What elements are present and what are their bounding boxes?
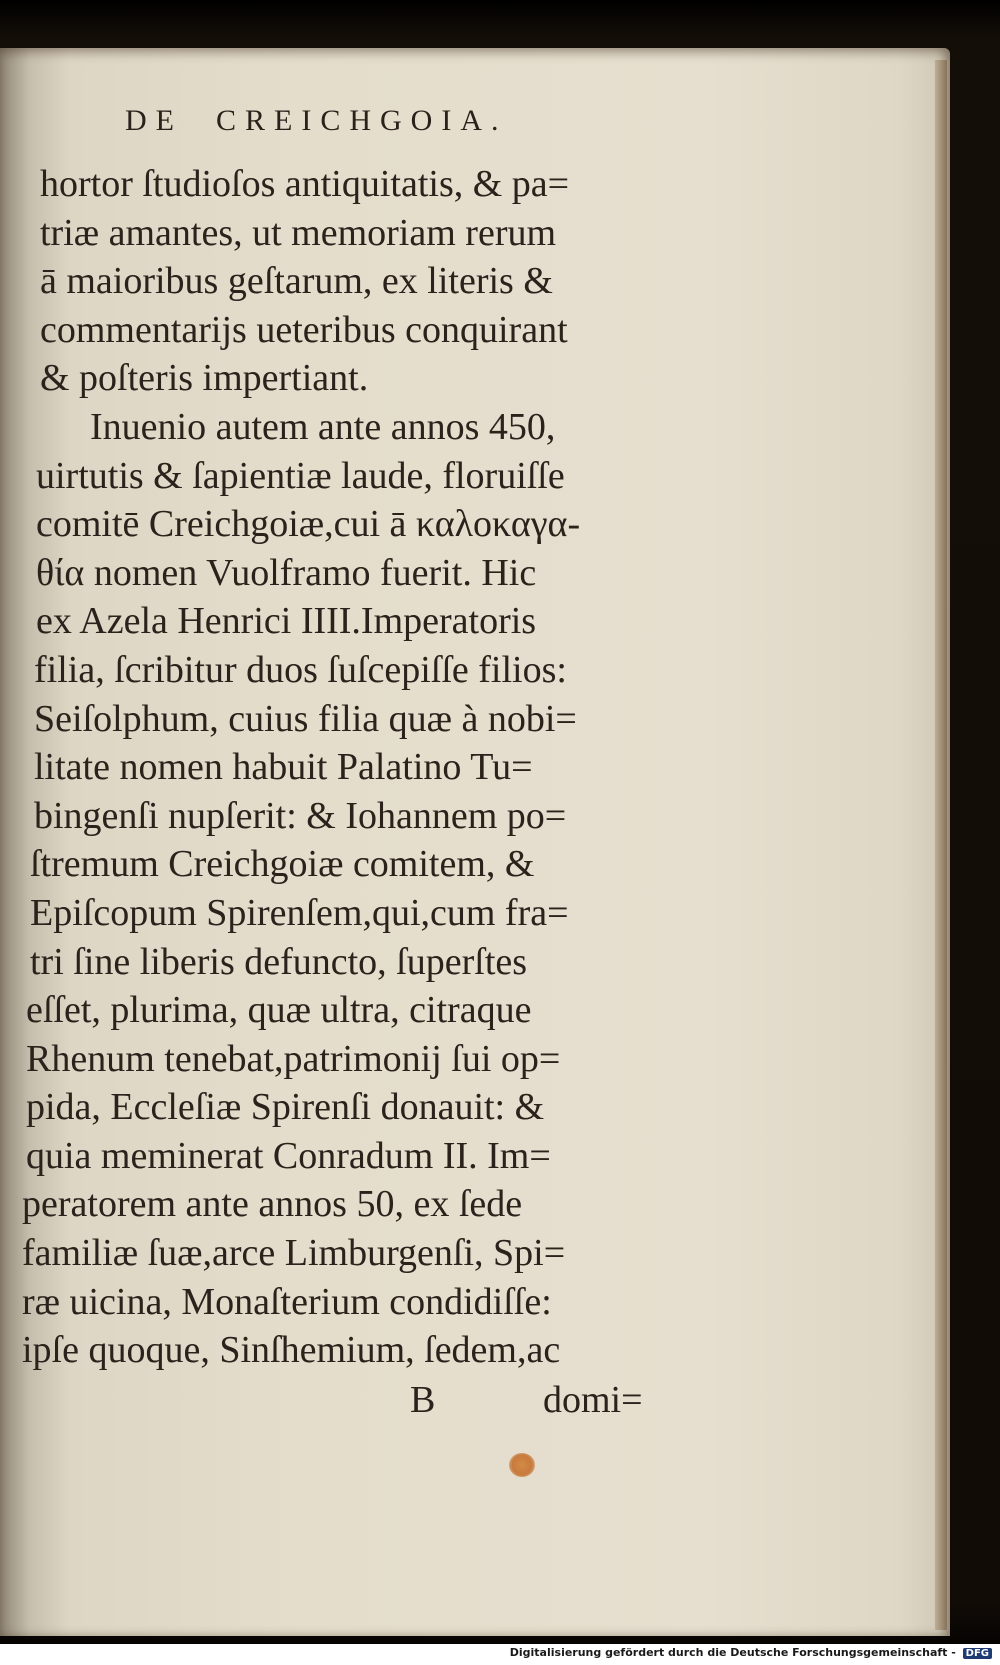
dfg-logo-icon: DFG bbox=[963, 1648, 992, 1659]
text-line: quia meminerat Conradum II. Im= bbox=[26, 1134, 551, 1177]
page-edge-shadow bbox=[935, 60, 947, 1630]
running-head: DE CREICHGOIA. bbox=[125, 104, 508, 137]
digitization-credit bbox=[510, 1646, 992, 1659]
text-line: familiæ ſuæ,arce Limburgenſi, Spi= bbox=[22, 1232, 566, 1275]
text-line: hortor ſtudioſos antiquitatis, & pa= bbox=[40, 163, 570, 205]
text-line: ſtremum Creichgoiæ comitem, & bbox=[30, 843, 535, 886]
text-line: eſſet, plurima, quæ ultra, citraque bbox=[26, 989, 532, 1032]
body-text bbox=[22, 160, 682, 1375]
text-line: commentarijs ueteribus conquirant bbox=[40, 308, 568, 351]
text-line: bingenſi nupſerit: & Iohannem po= bbox=[34, 794, 567, 837]
credit-text: Digitalisierung gefördert durch die Deutsche Forschungsgemeinschaft - bbox=[509, 1646, 956, 1659]
catchword: domi= bbox=[543, 1379, 643, 1421]
paragraph-first-line: Inuenio autem ante annos 450, bbox=[90, 405, 556, 448]
text-line: ræ uicina, Monaſterium condidiſſe: bbox=[22, 1280, 552, 1323]
paper-stain bbox=[509, 1453, 535, 1477]
text-line: comitē Creichgoiæ,cui ā καλοκαγα- bbox=[36, 503, 581, 546]
text-line: & poſteris impertiant. bbox=[40, 357, 369, 400]
text-line: tri ſine liberis defuncto, ſuperſtes bbox=[30, 940, 528, 983]
text-line: filia, ſcribitur duos ſuſcepiſſe filios: bbox=[34, 648, 567, 691]
text-line: peratorem ante annos 50, ex ſede bbox=[22, 1183, 523, 1226]
text-line: ipſe quoque, Sinſhemium, ſedem,ac bbox=[22, 1329, 561, 1372]
text-line: uirtutis & ſapientiæ laude, floruiſſe bbox=[36, 454, 565, 497]
text-line: ex Azela Henrici IIII.Imperatoris bbox=[36, 600, 537, 643]
credit-bar bbox=[0, 1644, 1000, 1665]
text-line: ā maioribus geſtarum, ex literis & bbox=[40, 260, 553, 303]
signature-mark: B bbox=[410, 1379, 436, 1421]
text-line: litate nomen habuit Palatino Tu= bbox=[34, 746, 533, 789]
text-line: triæ amantes, ut memoriam rerum bbox=[40, 211, 557, 254]
text-line: Rhenum tenebat,patrimonij ſui op= bbox=[26, 1037, 561, 1080]
text-line: Seiſolphum, cuius filia quæ à nobi= bbox=[34, 697, 577, 740]
text-line: θία nomen Vuolframo fuerit. Hic bbox=[36, 551, 537, 594]
text-line: pida, Eccleſiæ Spirenſi donauit: & bbox=[26, 1086, 545, 1129]
text-line: Epiſcopum Spirenſem,qui,cum fra= bbox=[30, 891, 569, 934]
